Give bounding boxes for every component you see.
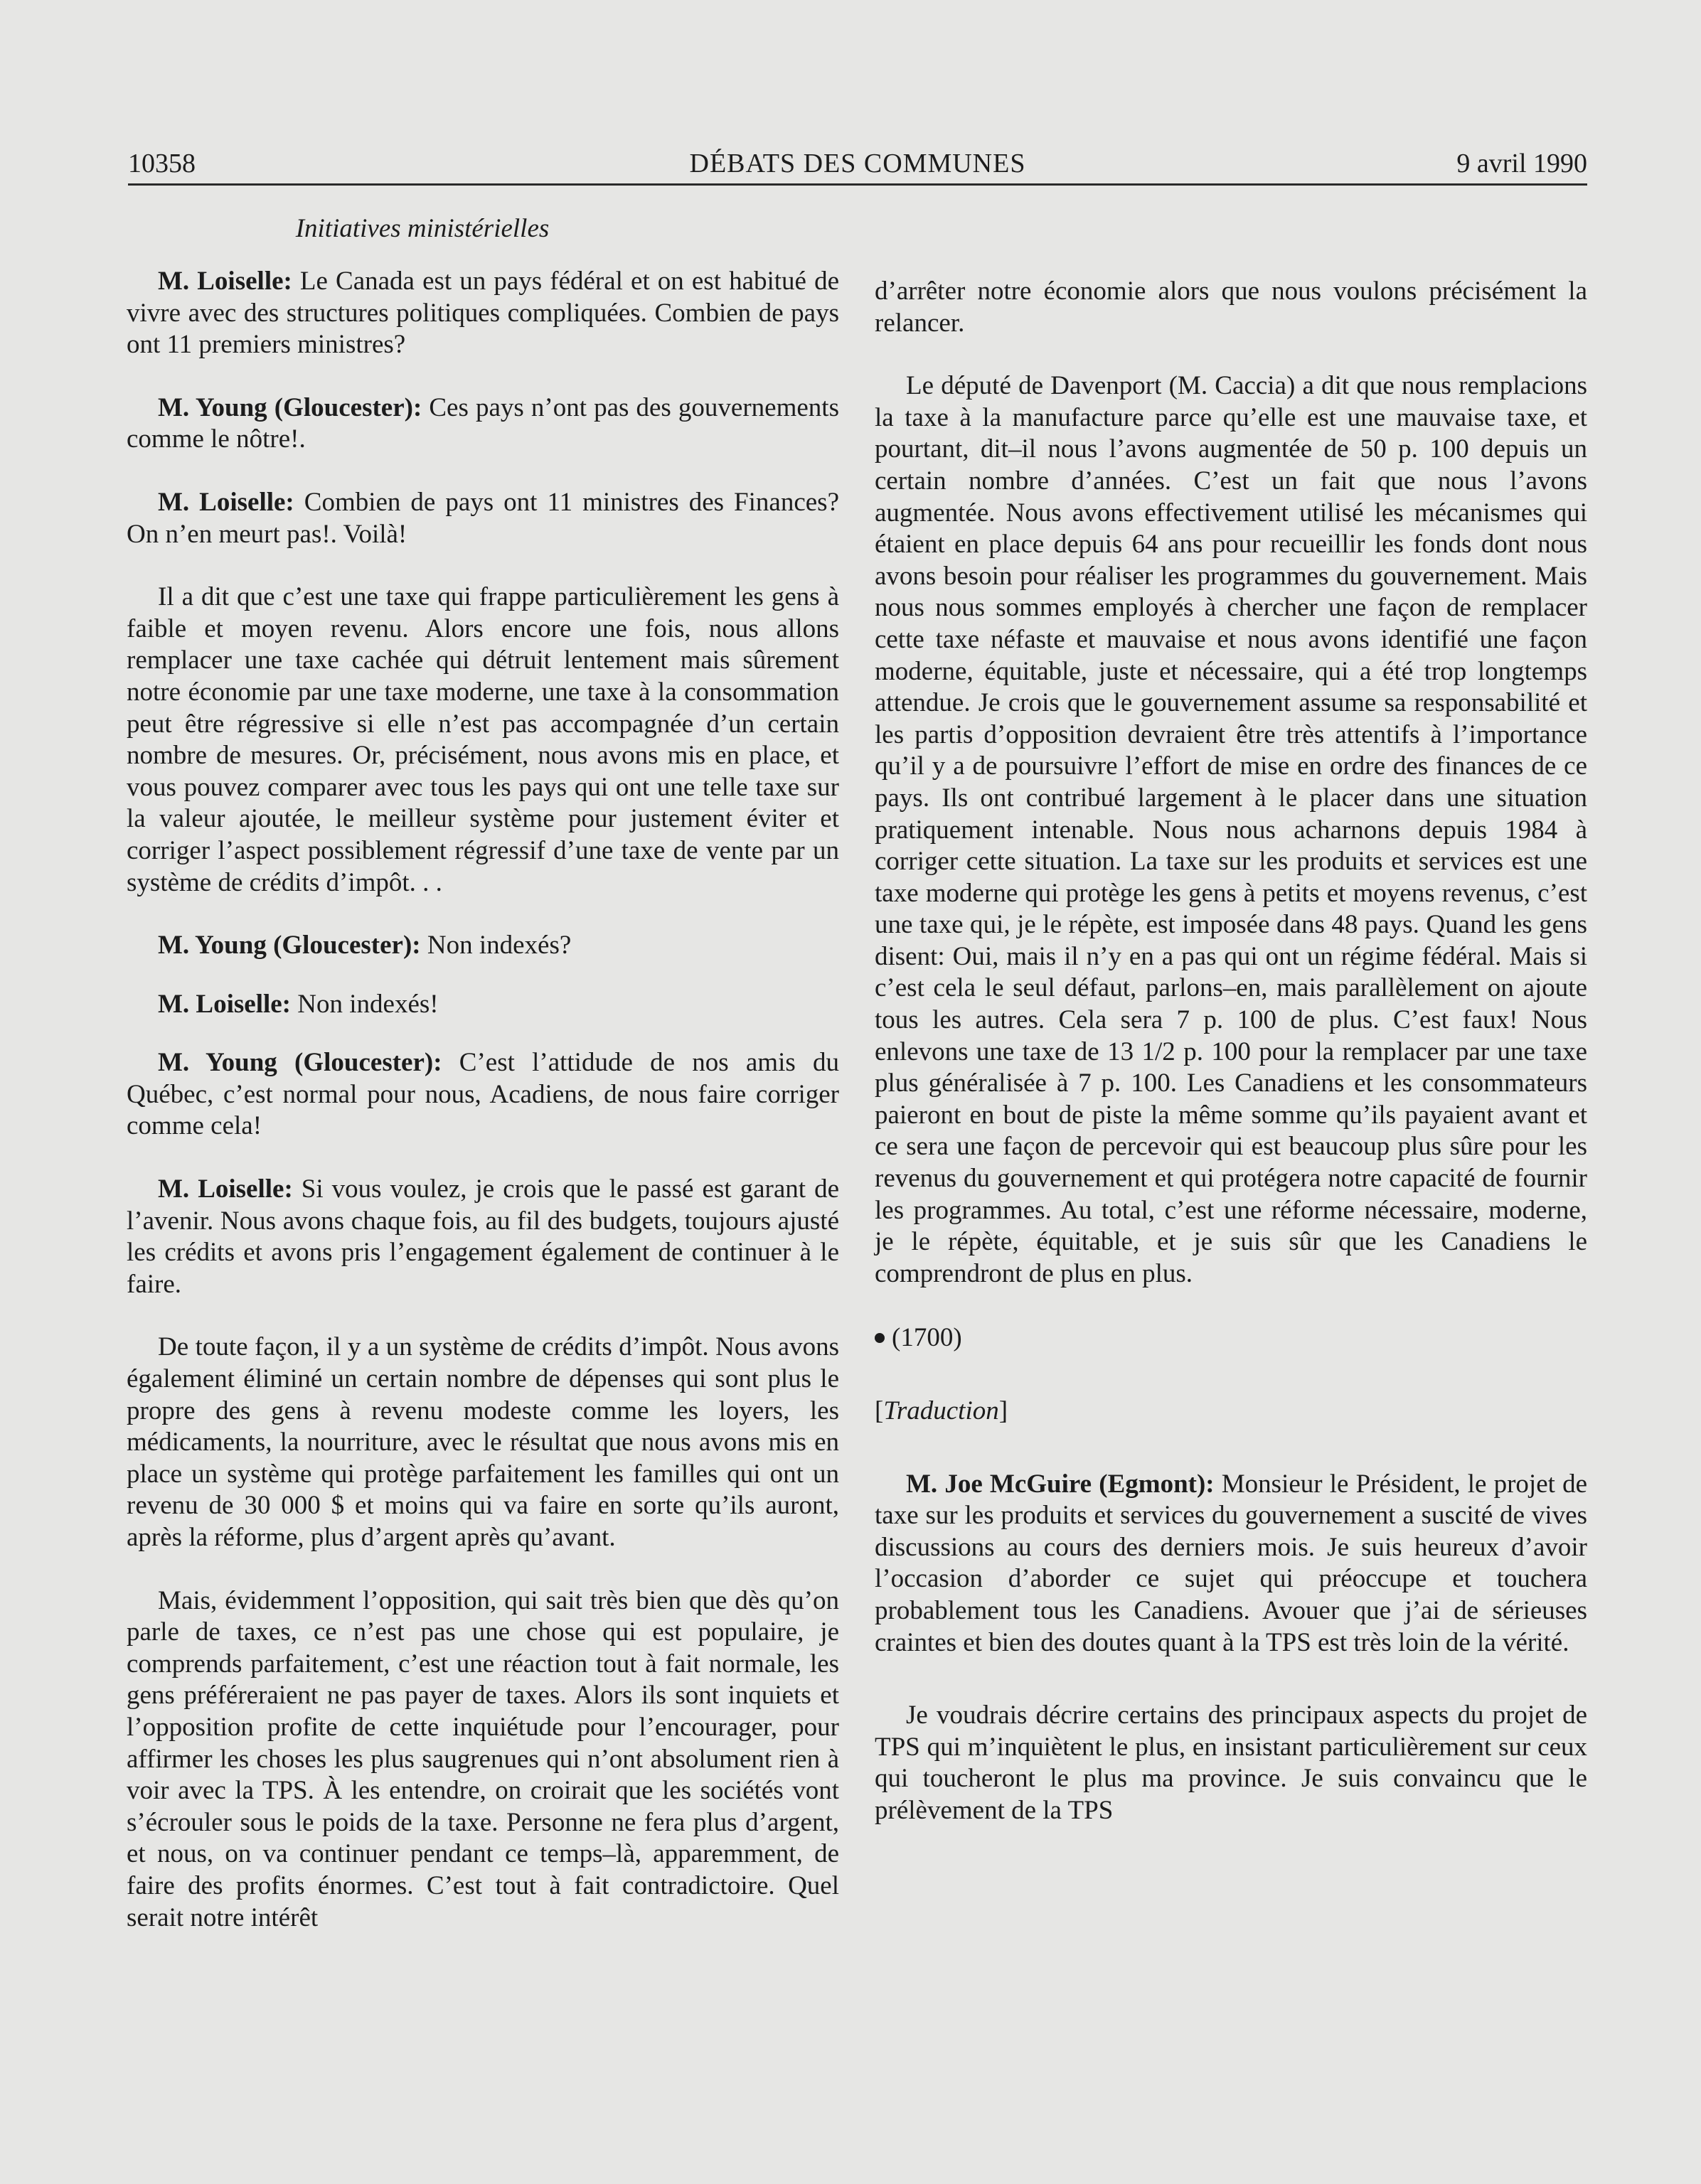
- speaker-name: M. Loiselle:: [158, 989, 292, 1019]
- paragraph: Le député de Davenport (M. Caccia) a dit que nous remplacions la taxe à la manufacture parce qu’elle est une mauvaise taxe, et pourtant, dit–il nous l’avons augmentée de 50 p. 100 depuis un certain nombre d’années. C’est un fait que nous l’avons augmentée. Nous avons effectivement utilisé les mécanismes qui étaient en place depuis 64 ans pour recueillir les fonds dont nous avons besoin pour réaliser les programmes du gouvernement. Mais nous nous sommes employés à chercher une façon de remplacer cette taxe néfaste et mauvaise et nous avons identifié une façon moderne, équitable, juste et nécessaire, qui a été trop longtemps attendue. Je crois que le gouvernement assume sa responsabilité et les partis d’opposition devraient être très attentifs à l’importance qu’il y a de poursuivre l’effort de mise en ordre des finances de ce pays. Ils ont contribué largement à le placer dans une situation pratiquement intenable. Nous nous acharnons depuis 1984 à corriger cette situation. La taxe sur les produits et services est une taxe moderne qui protège les gens à petits et moyens revenus, c’est une taxe qui, je le répète, est imposée dans 48 pays. Quand les gens disent: Oui, mais il n’y en a pas qui ont un régime fédéral. Mais si c’est cela le seul défaut, parlons–en, mais parallèlement on ajoute tous les autres. Cela sera 7 p. 100 de plus. C’est faux! Nous enlevons une taxe de 13 1/2 p. 100 pour la remplacer par une taxe plus généralisée à 7 p. 100. Les Canadiens et les consommateurs paieront en bout de piste la même somme qu’ils payaient avant et ce sera une façon de percevoir qui est beaucoup plus sûre pour les revenus du gouvernement et qui protégera notre capacité de fournir les programmes. Au total, c’est une réforme nécessaire, moderne, je le répète, équitable, et je suis sûr que les Canadiens le comprendront de plus en plus.: [875, 371, 1587, 1288]
- paragraph-text: Non indexés!: [291, 989, 439, 1019]
- paragraph-text: Le Canada est un pays fédéral et on est habitué de vivre avec des structures politiques compliquées. Combien de pays ont 11 premiers ministres?: [127, 267, 839, 360]
- speaker-name: M. Young (Gloucester):: [158, 1048, 442, 1078]
- header-rule: [128, 183, 1587, 186]
- bullet-icon: [875, 1333, 885, 1343]
- paragraph-text: De toute façon, il y a un système de crédits d’impôt. Nous avons également éliminé un certain nombre de dépenses qui sont plus le propre des gens à revenu modeste comme les loyers, les médicaments, la nourriture, avec le résultat que nous avons mis en place un système qui protège parfaitement les familles qui ont un revenu de 30 000 $ et moins qui va faire en sorte qu’ils auront, après la réforme, plus d’argent après qu’avant.: [127, 1332, 839, 1552]
- speaker-name: M. Joe McGuire (Egmont):: [906, 1469, 1215, 1499]
- section-title: Initiatives ministérielles: [295, 214, 550, 243]
- paragraph: [127, 1585, 839, 1934]
- paragraph: [127, 266, 839, 361]
- paragraph: [127, 1332, 839, 1553]
- paragraph: [127, 1174, 839, 1300]
- paragraph: [127, 487, 839, 550]
- paragraph-continuation: d’arrêter notre économie alors que nous voulons précisément la relancer.: [875, 277, 1587, 338]
- paragraph: Je voudrais décrire certains des principaux aspects du projet de TPS qui m’inquiètent le plus, en insistant particulièrement sur ceux qui toucheront le plus ma province. Je suis convaincu que le prélèvement de la TPS: [875, 1701, 1587, 1825]
- time-stamp-text: (1700): [892, 1323, 962, 1353]
- paragraph: [127, 582, 839, 899]
- paragraph: [127, 989, 839, 1021]
- paragraph-text: Mais, évidemment l’opposition, qui sait très bien que dès qu’on parle de taxes, ce n’est pas une chose qui est populaire, je comprends parfaitement, c’est une réaction tout à fait normale, les gens préféreraient ne pas payer de taxes. Alors ils sont inquiets et l’opposition profite de cette inquiétude pour l’encourager, pour affirmer les choses les plus saugrenues qui n’ont absolument rien à voir avec la TPS. À les entendre, on croirait que les sociétés vont s’écrouler sous le poids de la taxe. Personne ne fera plus d’argent, et nous, on va continuer pendant ce temps–là, apparemment, de faire des profits énormes. C’est tout à fait contradictoire. Quel serait notre intérêt: [127, 1585, 839, 1932]
- paragraph: [127, 930, 839, 962]
- paragraph: [875, 1469, 1587, 1659]
- speaker-name: M. Loiselle:: [158, 487, 294, 517]
- right-column: [875, 276, 1587, 1827]
- translation-note: [Traduction]: [875, 1396, 1008, 1425]
- speaker-name: M. Loiselle:: [158, 1174, 293, 1204]
- paragraph: [127, 1047, 839, 1142]
- paragraph-text: Si vous voulez, je crois que le passé est garant de l’avenir. Nous avons chaque fois, au fil des budgets, toujours ajusté les crédits et avons pris l’engagement également de continuer à le faire.: [127, 1174, 839, 1299]
- page-header: [128, 142, 1587, 185]
- page-number: 10358: [128, 149, 196, 178]
- paragraph-text: Combien de pays ont 11 ministres des Finances? On n’en meurt pas!. Voilà!: [127, 487, 839, 549]
- paragraph: [127, 392, 839, 456]
- paragraph-text: Ces pays n’ont pas des gouvernements comme le nôtre!.: [127, 392, 839, 454]
- paragraph-text: Non indexés?: [420, 931, 572, 960]
- speaker-name: M. Young (Gloucester):: [158, 392, 422, 422]
- translation-note-text: Traduction: [883, 1396, 999, 1425]
- speaker-name: M. Young (Gloucester):: [158, 931, 421, 960]
- left-column: [127, 213, 839, 1934]
- publication-date: 9 avril 1990: [1456, 149, 1587, 178]
- time-stamp: [875, 1322, 1587, 1354]
- publication-title: DÉBATS DES COMMUNES: [689, 149, 1026, 178]
- paragraph-text: C’est l’attidude de nos amis du Québec, c’est normal pour nous, Acadiens, de nous faire corriger comme cela!: [127, 1048, 839, 1141]
- paragraph-text: Monsieur le Président, le projet de taxe sur les produits et services du gouvernement a suscité de vives discussions au cours des derniers mois. Je suis heureux d’avoir l’occasion d’aborder ce sujet qui préoccupe et touchera probablement tous les Canadiens. Avouer que j’ai de sérieuses craintes et bien des doutes quant à la TPS est très loin de la vérité.: [875, 1469, 1587, 1657]
- paragraph-text: Il a dit que c’est une taxe qui frappe particulièrement les gens à faible et moyen revenu. Alors encore une fois, nous allons remplacer une taxe cachée qui détruit lentement mais sûrement notre économie par une taxe moderne, une taxe à la consommation peut être régressive si elle n’est pas accompagnée d’un certain nombre de mesures. Or, précisément, nous avons mis en place, et vous pouvez comparer avec tous les pays qui ont une telle taxe sur la valeur ajoutée, le meilleur système pour justement éviter et corriger l’aspect possiblement régressif d’une taxe de vente par un système de crédits d’impôt. . .: [127, 582, 839, 897]
- speaker-name: M. Loiselle:: [158, 267, 292, 296]
